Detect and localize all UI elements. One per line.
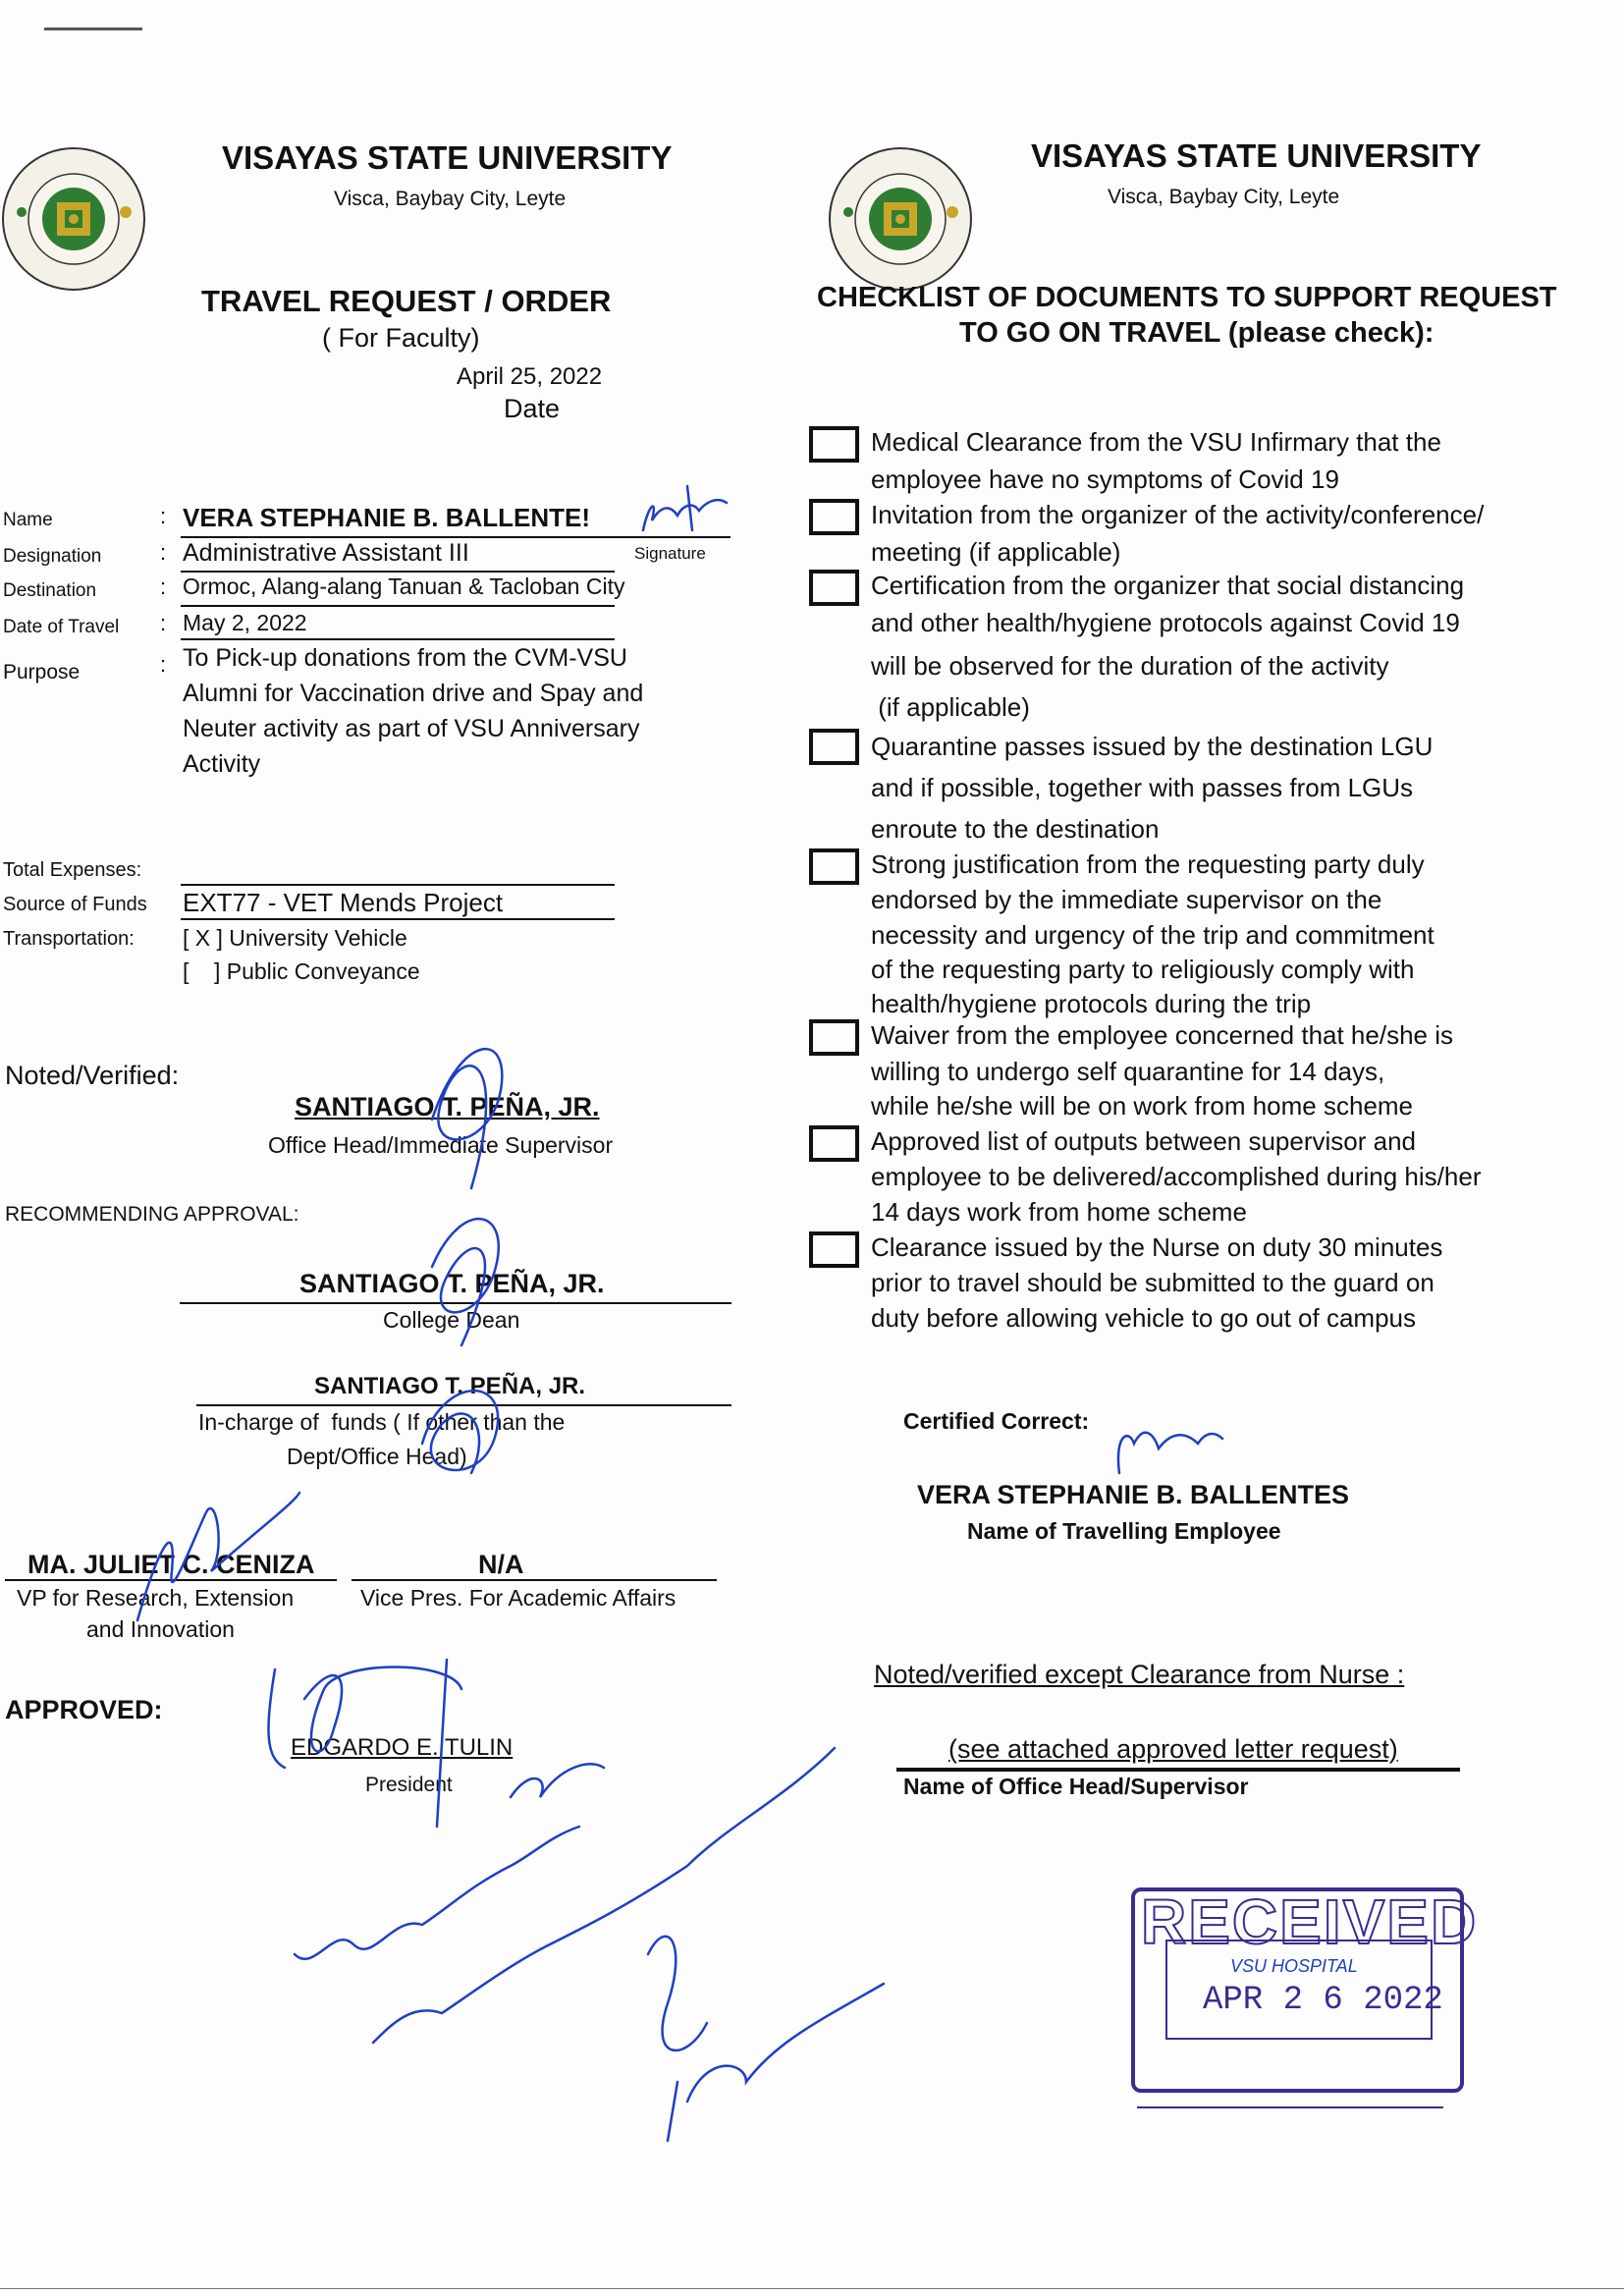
noted-name: SANTIAGO T. PEÑA, JR.: [295, 1092, 600, 1121]
checklist-item-2-line-2: meeting (if applicable): [871, 537, 1121, 567]
university-address-left: Visca, Baybay City, Leyte: [334, 188, 567, 210]
approved-label: APPROVED:: [5, 1695, 163, 1724]
checklist-item-3-line-3: will be observed for the duration of the activity: [871, 651, 1389, 681]
form-subtitle: ( For Faculty): [322, 323, 480, 353]
total-expenses-underline: [181, 884, 615, 886]
checklist-item-5-line-4: of the requesting party to religiously comply with: [871, 955, 1415, 984]
funds-title-line-1: In-charge of funds ( If other than the: [198, 1409, 566, 1435]
university-seal-right: [827, 145, 974, 293]
vp-research-title-line-2: and Innovation: [86, 1616, 235, 1642]
checklist-item-5-line-1: Strong justification from the requesting party duly: [871, 849, 1425, 879]
funds-incharge-name: SANTIAGO T. PEÑA, JR.: [314, 1373, 586, 1399]
vp-academic-line: [352, 1579, 717, 1581]
checklist-item-1-line-1: Medical Clearance from the VSU Infirmary that the: [871, 427, 1441, 457]
university-address-right: Visca, Baybay City, Leyte: [1108, 186, 1340, 208]
checklist-title-line-2: TO GO ON TRAVEL (please check):: [959, 317, 1435, 349]
checklist-item-3-line-1: Certification from the organizer that social distancing: [871, 571, 1465, 600]
recommending-name: SANTIAGO T. PEÑA, JR.: [299, 1269, 605, 1298]
vp-research-line: [5, 1579, 337, 1581]
recommending-line: [180, 1302, 731, 1304]
designation-label: Designation: [3, 546, 102, 567]
source-of-funds-value: EXT77 - VET Mends Project: [183, 888, 504, 917]
vp-academic-name: N/A: [478, 1550, 524, 1579]
colon: :: [160, 574, 167, 599]
designation-underline: [181, 571, 615, 573]
form-title: TRAVEL REQUEST / ORDER: [201, 284, 612, 318]
checklist-item-5-line-3: necessity and urgency of the trip and commitment: [871, 920, 1435, 950]
checklist-item-6-line-3: while he/she will be on work from home scheme: [871, 1091, 1414, 1121]
total-expenses-label: Total Expenses:: [3, 859, 142, 881]
checklist-item-6-line-2: willing to undergo self quarantine for 14 days,: [871, 1057, 1385, 1086]
source-of-funds-underline: [181, 918, 615, 920]
office-head-line: [896, 1768, 1460, 1772]
stamp-received-text: RECEIVED: [1141, 1886, 1479, 1957]
travelling-employee-caption: Name of Travelling Employee: [967, 1518, 1281, 1544]
noted-verified-label: Noted/Verified:: [5, 1061, 180, 1090]
stamp-handwritten-note: VSU HOSPITAL: [1230, 1956, 1358, 1976]
recommending-approval-label: RECOMMENDING APPROVAL:: [5, 1203, 299, 1226]
university-name-right: VISAYAS STATE UNIVERSITY: [1031, 137, 1482, 174]
purpose-label: Purpose: [3, 661, 81, 683]
purpose-line-2: Alumni for Vaccination drive and Spay and: [183, 680, 644, 707]
checklist-item-7-line-1: Approved list of outputs between supervisor and: [871, 1126, 1417, 1156]
destination-value: Ormoc, Alang-alang Tanuan & Tacloban City: [183, 574, 625, 599]
scan-bottom-edge: [0, 2288, 1624, 2289]
destination-label: Destination: [3, 580, 97, 601]
noted-except-label: Noted/verified except Clearance from Nurse :: [874, 1660, 1405, 1689]
checklist-item-4-line-1: Quarantine passes issued by the destination LGU: [871, 732, 1434, 761]
checklist-item-8-line-1: Clearance issued by the Nurse on duty 30 minutes: [871, 1232, 1443, 1262]
checklist-item-1-line-2: employee have no symptoms of Covid 19: [871, 465, 1339, 494]
destination-underline: [181, 605, 615, 607]
name-underline: [181, 536, 731, 538]
funds-line: [196, 1404, 731, 1406]
certified-correct-label: Certified Correct:: [903, 1408, 1090, 1434]
source-of-funds-label: Source of Funds: [3, 894, 147, 915]
date-of-travel-underline: [181, 638, 615, 640]
checkbox-strong-justification[interactable]: [809, 848, 859, 885]
signature-label: Signature: [634, 544, 706, 563]
name-value: VERA STEPHANIE B. BALLENTE!: [183, 503, 591, 532]
university-seal-left: [0, 145, 147, 293]
colon: :: [160, 504, 167, 528]
checklist-item-8-line-3: duty before allowing vehicle to go out of campus: [871, 1303, 1417, 1333]
checkbox-invitation[interactable]: [809, 499, 859, 535]
checklist-item-5-line-5: health/hygiene protocols during the trip: [871, 989, 1312, 1018]
scan-mark: [44, 27, 142, 30]
vp-research-name: MA. JULIET C. CENIZA: [27, 1550, 315, 1579]
designation-value: Administrative Assistant III: [183, 539, 469, 567]
office-head-caption: Name of Office Head/Supervisor: [903, 1774, 1249, 1799]
date-of-travel-value: May 2, 2022: [183, 610, 307, 635]
purpose-line-1: To Pick-up donations from the CVM-VSU: [183, 644, 627, 672]
checklist-item-4-line-2: and if possible, together with passes from LGUs: [871, 773, 1414, 802]
checkbox-quarantine-passes[interactable]: [809, 729, 859, 765]
checklist-item-4-line-3: enroute to the destination: [871, 814, 1160, 844]
transport-option-university-vehicle: [ X ] University Vehicle: [183, 925, 407, 951]
checklist-title-line-1: CHECKLIST OF DOCUMENTS TO SUPPORT REQUEST: [817, 282, 1557, 313]
checkbox-nurse-clearance[interactable]: [809, 1231, 859, 1268]
see-attached-note: (see attached approved letter request): [948, 1734, 1398, 1764]
noted-title: Office Head/Immediate Supervisor: [268, 1132, 614, 1158]
checkbox-medical-clearance[interactable]: [809, 426, 859, 463]
colon: :: [160, 652, 167, 677]
funds-title-line-2: Dept/Office Head): [287, 1444, 467, 1469]
checkbox-waiver[interactable]: [809, 1019, 859, 1056]
checklist-item-3-line-2: and other health/hygiene protocols against Covid 19: [871, 608, 1460, 637]
checkbox-approved-outputs[interactable]: [809, 1125, 859, 1162]
vp-academic-title: Vice Pres. For Academic Affairs: [360, 1585, 677, 1611]
name-label: Name: [3, 510, 53, 530]
president-name: EDGARDO E. TULIN: [291, 1734, 514, 1761]
colon: :: [160, 540, 167, 565]
transportation-label: Transportation:: [3, 928, 135, 950]
stamp-date: APR 2 6 2022: [1203, 1982, 1443, 2019]
university-name-left: VISAYAS STATE UNIVERSITY: [222, 139, 673, 176]
checklist-item-2-line-1: Invitation from the organizer of the activity/conference/: [871, 500, 1485, 529]
purpose-line-3: Neuter activity as part of VSU Anniversary: [183, 715, 640, 742]
checklist-item-5-line-2: endorsed by the immediate supervisor on the: [871, 885, 1382, 914]
request-date-label: Date: [504, 394, 561, 423]
purpose-line-4: Activity: [183, 750, 261, 778]
checklist-item-7-line-3: 14 days work from home scheme: [871, 1197, 1247, 1227]
vp-research-title-line-1: VP for Research, Extension: [17, 1585, 295, 1611]
colon: :: [160, 611, 167, 635]
travelling-employee-name: VERA STEPHANIE B. BALLENTES: [917, 1480, 1350, 1509]
president-title: President: [365, 1774, 453, 1796]
checkbox-certification[interactable]: [809, 570, 859, 606]
transport-option-public-conveyance: [ ] Public Conveyance: [183, 958, 420, 984]
received-stamp: [1129, 1886, 1479, 2113]
checklist-item-8-line-2: prior to travel should be submitted to the guard on: [871, 1268, 1435, 1297]
request-date-value: April 25, 2022: [457, 363, 603, 390]
recommending-title: College Dean: [383, 1307, 520, 1333]
date-of-travel-label: Date of Travel: [3, 617, 120, 637]
checklist-item-7-line-2: employee to be delivered/accomplished during his/her: [871, 1162, 1482, 1191]
checklist-item-6-line-1: Waiver from the employee concerned that he/she is: [871, 1020, 1453, 1050]
checklist-item-3-line-4: (if applicable): [871, 692, 1030, 722]
